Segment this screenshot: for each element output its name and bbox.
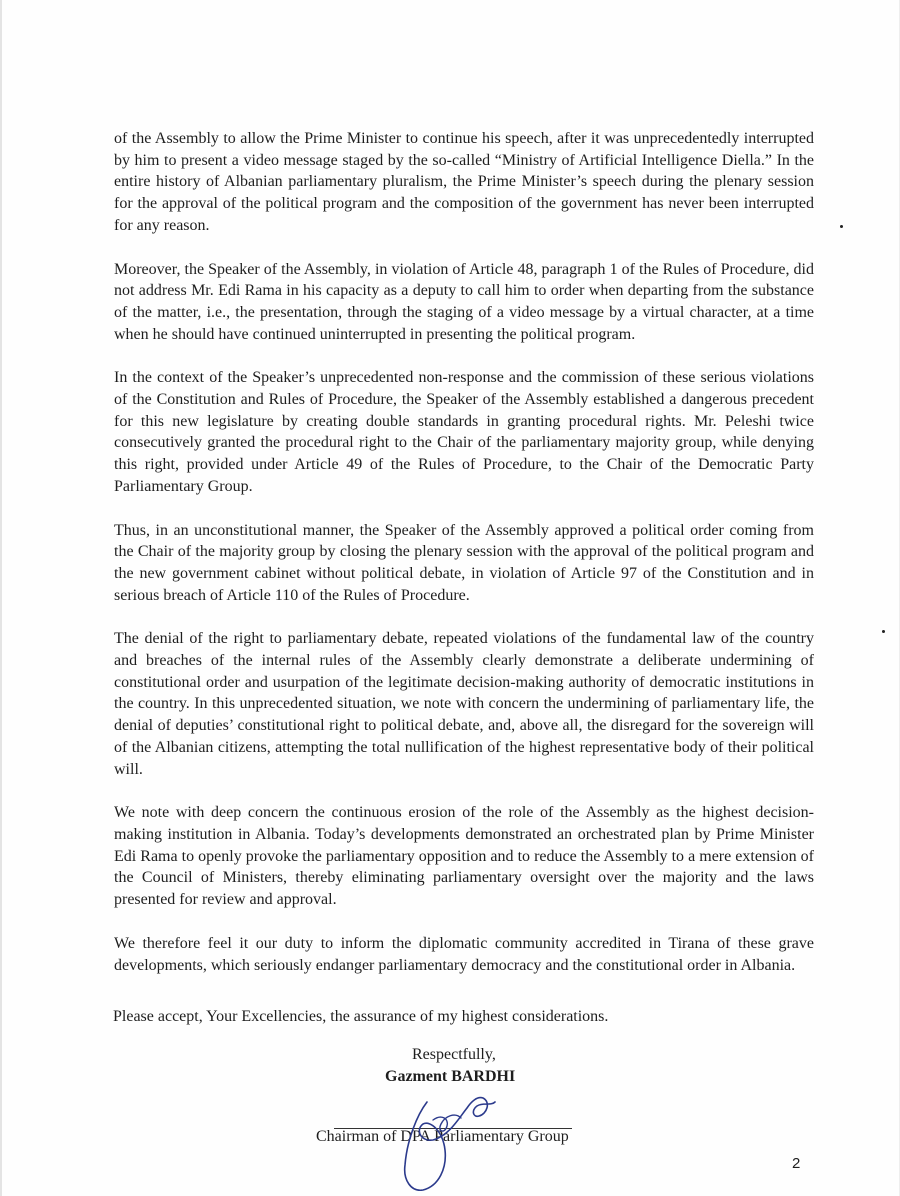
- paragraph-3: In the context of the Speaker’s unprecedented non-response and the commission of these serious violations of the Constitution and Rules of Procedure, the Speaker of the Assembly established a dangerous precedent for this new legislature by creating double standards in granting procedural rights. Mr. Peleshi twice consecutively granted the procedural right to the Chair of the parliamentary majority group, while denying this right, provided under Article 49 of the Rules of Procedure, to the Chair of the Democratic Party Parliamentary Group.: [114, 369, 814, 495]
- letter-body: [114, 128, 814, 998]
- scan-speck: [882, 630, 885, 633]
- paragraph-4: Thus, in an unconstitutional manner, the Speaker of the Assembly approved a political order coming from the Chair of the majority group by closing the plenary session with the approval of the political program and the new government cabinet without political debate, in violation of Article 97 of the Constitution and in serious breach of Article 110 of the Rules of Procedure.: [114, 521, 814, 604]
- signer-title: Chairman of DPA Parliamentary Group: [316, 1128, 569, 1145]
- signoff: Respectfully,: [412, 1046, 496, 1063]
- scan-speck: [840, 225, 843, 228]
- paragraph-6: We note with deep concern the continuous erosion of the role of the Assembly as the highest decision-making institution in Albania. Today’s developments demonstrated an orchestrated plan by Prime Minister Edi Rama to openly provoke the parliamentary opposition and to reduce the Assembly to a mere extension of the Council of Ministers, thereby eliminating parliamentary oversight over the majority and the laws presented for review and approval.: [114, 804, 814, 909]
- signer-name: Gazment BARDHI: [385, 1068, 516, 1085]
- paragraph-5: The denial of the right to parliamentary debate, repeated violations of the fundamental law of the country and breaches of the internal rules of the Assembly clearly demonstrate a deliberate undermining of constitutional order and usurpation of the legitimate decision-making authority of democratic institutions in the country. In this unprecedented situation, we note with concern the undermining of parliamentary life, the denial of deputies’ constitutional right to political debate, and, above all, the disregard for the sovereign will of the Albanian citizens, attempting the total nullification of the highest representative body of their political will.: [114, 630, 814, 778]
- handwritten-signature: [387, 1080, 502, 1196]
- paragraph-1: of the Assembly to allow the Prime Minister to continue his speech, after it was unprecedentedly interrupted by him to present a video message staged by the so-called “Ministry of Artificial Intelligence Diella.” In the entire history of Albanian parliamentary pluralism, the Prime Minister’s speech during the plenary session for the approval of the political program and the composition of the government has never been interrupted for any reason.: [114, 130, 814, 234]
- page-number: 2: [792, 1155, 801, 1172]
- paragraph-2: Moreover, the Speaker of the Assembly, in violation of Article 48, paragraph 1 of the Rules of Procedure, did not address Mr. Edi Rama in his capacity as a deputy to call him to order when departing from the substance of the matter, i.e., the presentation, through the staging of a video message by a virtual character, at a time when he should have continued uninterrupted in presenting the political program.: [114, 260, 814, 343]
- closing-line: Please accept, Your Excellencies, the assurance of my highest considerations.: [113, 1008, 609, 1025]
- paragraph-7: We therefore feel it our duty to inform the diplomatic community accredited in Tirana of these grave developments, which seriously endanger parliamentary democracy and the constitutional order in Albania.: [114, 934, 814, 974]
